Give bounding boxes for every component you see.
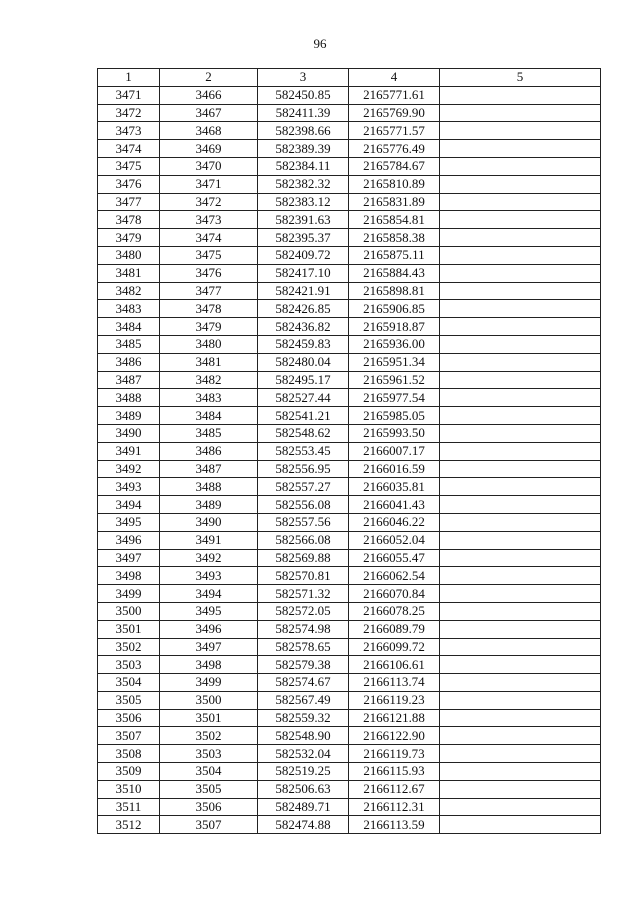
reference-number-cell: 3470	[160, 157, 258, 175]
notes-cell	[440, 745, 601, 763]
y-coordinate-cell: 2166062.54	[349, 567, 440, 585]
y-coordinate-cell: 2166121.88	[349, 709, 440, 727]
point-number-cell: 3510	[98, 780, 160, 798]
reference-number-cell: 3500	[160, 691, 258, 709]
reference-number-cell: 3504	[160, 763, 258, 781]
y-coordinate-cell: 2165936.00	[349, 335, 440, 353]
table-row	[98, 264, 601, 282]
notes-cell	[440, 585, 601, 603]
point-number-cell: 3472	[98, 104, 160, 122]
reference-number-cell: 3492	[160, 549, 258, 567]
table-row	[98, 353, 601, 371]
reference-number-cell: 3507	[160, 816, 258, 834]
x-coordinate-cell: 582527.44	[258, 389, 349, 407]
y-coordinate-cell: 2166035.81	[349, 478, 440, 496]
y-coordinate-cell: 2166016.59	[349, 460, 440, 478]
notes-cell	[440, 727, 601, 745]
x-coordinate-cell: 582391.63	[258, 211, 349, 229]
table-row	[98, 318, 601, 336]
notes-cell	[440, 442, 601, 460]
y-coordinate-cell: 2165810.89	[349, 175, 440, 193]
notes-cell	[440, 549, 601, 567]
notes-cell	[440, 638, 601, 656]
x-coordinate-cell: 582574.98	[258, 620, 349, 638]
point-number-cell: 3491	[98, 442, 160, 460]
notes-cell	[440, 674, 601, 692]
point-number-cell: 3490	[98, 424, 160, 442]
y-coordinate-cell: 2165906.85	[349, 300, 440, 318]
column-header-1: 1	[98, 69, 160, 87]
table-body	[98, 86, 601, 833]
table-row	[98, 691, 601, 709]
reference-number-cell: 3467	[160, 104, 258, 122]
table-row	[98, 585, 601, 603]
notes-cell	[440, 86, 601, 104]
x-coordinate-cell: 582411.39	[258, 104, 349, 122]
table-row	[98, 335, 601, 353]
y-coordinate-cell: 2166113.59	[349, 816, 440, 834]
y-coordinate-cell: 2165776.49	[349, 140, 440, 158]
notes-cell	[440, 353, 601, 371]
table-row	[98, 656, 601, 674]
notes-cell	[440, 709, 601, 727]
notes-cell	[440, 656, 601, 674]
reference-number-cell: 3502	[160, 727, 258, 745]
y-coordinate-cell: 2165898.81	[349, 282, 440, 300]
x-coordinate-cell: 582384.11	[258, 157, 349, 175]
reference-number-cell: 3482	[160, 371, 258, 389]
y-coordinate-cell: 2166112.67	[349, 780, 440, 798]
notes-cell	[440, 780, 601, 798]
x-coordinate-cell: 582566.08	[258, 531, 349, 549]
reference-number-cell: 3491	[160, 531, 258, 549]
column-header-2: 2	[160, 69, 258, 87]
table-row	[98, 620, 601, 638]
table-row	[98, 371, 601, 389]
table-row	[98, 407, 601, 425]
y-coordinate-cell: 2166099.72	[349, 638, 440, 656]
notes-cell	[440, 229, 601, 247]
notes-cell	[440, 602, 601, 620]
notes-cell	[440, 318, 601, 336]
point-number-cell: 3476	[98, 175, 160, 193]
reference-number-cell: 3497	[160, 638, 258, 656]
notes-cell	[440, 798, 601, 816]
notes-cell	[440, 157, 601, 175]
table-row	[98, 300, 601, 318]
point-number-cell: 3492	[98, 460, 160, 478]
reference-number-cell: 3479	[160, 318, 258, 336]
point-number-cell: 3480	[98, 246, 160, 264]
y-coordinate-cell: 2165875.11	[349, 246, 440, 264]
y-coordinate-cell: 2165784.67	[349, 157, 440, 175]
y-coordinate-cell: 2166113.74	[349, 674, 440, 692]
point-number-cell: 3485	[98, 335, 160, 353]
table-row	[98, 780, 601, 798]
x-coordinate-cell: 582417.10	[258, 264, 349, 282]
x-coordinate-cell: 582548.62	[258, 424, 349, 442]
point-number-cell: 3483	[98, 300, 160, 318]
notes-cell	[440, 816, 601, 834]
notes-cell	[440, 246, 601, 264]
y-coordinate-cell: 2165985.05	[349, 407, 440, 425]
x-coordinate-cell: 582459.83	[258, 335, 349, 353]
reference-number-cell: 3501	[160, 709, 258, 727]
notes-cell	[440, 140, 601, 158]
point-number-cell: 3493	[98, 478, 160, 496]
y-coordinate-cell: 2166078.25	[349, 602, 440, 620]
notes-cell	[440, 460, 601, 478]
point-number-cell: 3487	[98, 371, 160, 389]
point-number-cell: 3500	[98, 602, 160, 620]
reference-number-cell: 3489	[160, 496, 258, 514]
x-coordinate-cell: 582480.04	[258, 353, 349, 371]
x-coordinate-cell: 582495.17	[258, 371, 349, 389]
table-row	[98, 460, 601, 478]
reference-number-cell: 3473	[160, 211, 258, 229]
table-row	[98, 442, 601, 460]
y-coordinate-cell: 2165977.54	[349, 389, 440, 407]
reference-number-cell: 3499	[160, 674, 258, 692]
notes-cell	[440, 175, 601, 193]
point-number-cell: 3506	[98, 709, 160, 727]
table-row	[98, 727, 601, 745]
y-coordinate-cell: 2165769.90	[349, 104, 440, 122]
x-coordinate-cell: 582556.95	[258, 460, 349, 478]
reference-number-cell: 3488	[160, 478, 258, 496]
notes-cell	[440, 335, 601, 353]
x-coordinate-cell: 582426.85	[258, 300, 349, 318]
table-row	[98, 246, 601, 264]
point-number-cell: 3481	[98, 264, 160, 282]
point-number-cell: 3473	[98, 122, 160, 140]
y-coordinate-cell: 2166052.04	[349, 531, 440, 549]
reference-number-cell: 3493	[160, 567, 258, 585]
table-row	[98, 763, 601, 781]
reference-number-cell: 3505	[160, 780, 258, 798]
reference-number-cell: 3485	[160, 424, 258, 442]
x-coordinate-cell: 582532.04	[258, 745, 349, 763]
x-coordinate-cell: 582567.49	[258, 691, 349, 709]
notes-cell	[440, 104, 601, 122]
y-coordinate-cell: 2165993.50	[349, 424, 440, 442]
table-row	[98, 86, 601, 104]
table-row	[98, 513, 601, 531]
table-row	[98, 567, 601, 585]
x-coordinate-cell: 582559.32	[258, 709, 349, 727]
y-coordinate-cell: 2166089.79	[349, 620, 440, 638]
notes-cell	[440, 193, 601, 211]
reference-number-cell: 3475	[160, 246, 258, 264]
reference-number-cell: 3481	[160, 353, 258, 371]
x-coordinate-cell: 582395.37	[258, 229, 349, 247]
y-coordinate-cell: 2165771.61	[349, 86, 440, 104]
table-row	[98, 531, 601, 549]
y-coordinate-cell: 2166041.43	[349, 496, 440, 514]
y-coordinate-cell: 2166055.47	[349, 549, 440, 567]
reference-number-cell: 3476	[160, 264, 258, 282]
point-number-cell: 3486	[98, 353, 160, 371]
point-number-cell: 3498	[98, 567, 160, 585]
notes-cell	[440, 620, 601, 638]
x-coordinate-cell: 582553.45	[258, 442, 349, 460]
page-number: 96	[313, 36, 327, 51]
reference-number-cell: 3506	[160, 798, 258, 816]
point-number-cell: 3501	[98, 620, 160, 638]
table-row	[98, 389, 601, 407]
table-row	[98, 175, 601, 193]
y-coordinate-cell: 2165951.34	[349, 353, 440, 371]
notes-cell	[440, 478, 601, 496]
x-coordinate-cell: 582548.90	[258, 727, 349, 745]
reference-number-cell: 3468	[160, 122, 258, 140]
notes-cell	[440, 763, 601, 781]
y-coordinate-cell: 2165858.38	[349, 229, 440, 247]
x-coordinate-cell: 582570.81	[258, 567, 349, 585]
table-row	[98, 104, 601, 122]
y-coordinate-cell: 2166115.93	[349, 763, 440, 781]
notes-cell	[440, 371, 601, 389]
point-number-cell: 3494	[98, 496, 160, 514]
x-coordinate-cell: 582489.71	[258, 798, 349, 816]
point-number-cell: 3511	[98, 798, 160, 816]
point-number-cell: 3475	[98, 157, 160, 175]
y-coordinate-cell: 2166046.22	[349, 513, 440, 531]
x-coordinate-cell: 582382.32	[258, 175, 349, 193]
reference-number-cell: 3466	[160, 86, 258, 104]
notes-cell	[440, 513, 601, 531]
table-row	[98, 122, 601, 140]
point-number-cell: 3495	[98, 513, 160, 531]
notes-cell	[440, 407, 601, 425]
table-row	[98, 496, 601, 514]
point-number-cell: 3497	[98, 549, 160, 567]
reference-number-cell: 3484	[160, 407, 258, 425]
reference-number-cell: 3471	[160, 175, 258, 193]
point-number-cell: 3505	[98, 691, 160, 709]
column-header-4: 4	[349, 69, 440, 87]
table-row	[98, 602, 601, 620]
x-coordinate-cell: 582569.88	[258, 549, 349, 567]
x-coordinate-cell: 582574.67	[258, 674, 349, 692]
reference-number-cell: 3480	[160, 335, 258, 353]
table-row	[98, 549, 601, 567]
x-coordinate-cell: 582389.39	[258, 140, 349, 158]
point-number-cell: 3478	[98, 211, 160, 229]
notes-cell	[440, 424, 601, 442]
point-number-cell: 3508	[98, 745, 160, 763]
reference-number-cell: 3496	[160, 620, 258, 638]
table-row	[98, 745, 601, 763]
y-coordinate-cell: 2166106.61	[349, 656, 440, 674]
y-coordinate-cell: 2166119.73	[349, 745, 440, 763]
y-coordinate-cell: 2165961.52	[349, 371, 440, 389]
header-row	[98, 69, 601, 87]
y-coordinate-cell: 2166070.84	[349, 585, 440, 603]
notes-cell	[440, 389, 601, 407]
point-number-cell: 3507	[98, 727, 160, 745]
x-coordinate-cell: 582541.21	[258, 407, 349, 425]
x-coordinate-cell: 582519.25	[258, 763, 349, 781]
reference-number-cell: 3486	[160, 442, 258, 460]
point-number-cell: 3474	[98, 140, 160, 158]
point-number-cell: 3512	[98, 816, 160, 834]
x-coordinate-cell: 582398.66	[258, 122, 349, 140]
reference-number-cell: 3494	[160, 585, 258, 603]
table-row	[98, 709, 601, 727]
reference-number-cell: 3483	[160, 389, 258, 407]
point-number-cell: 3509	[98, 763, 160, 781]
table-row	[98, 816, 601, 834]
y-coordinate-cell: 2165771.57	[349, 122, 440, 140]
y-coordinate-cell: 2166122.90	[349, 727, 440, 745]
table-row	[98, 424, 601, 442]
notes-cell	[440, 282, 601, 300]
point-number-cell: 3484	[98, 318, 160, 336]
x-coordinate-cell: 582474.88	[258, 816, 349, 834]
reference-number-cell: 3478	[160, 300, 258, 318]
column-header-3: 3	[258, 69, 349, 87]
x-coordinate-cell: 582436.82	[258, 318, 349, 336]
table-row	[98, 211, 601, 229]
x-coordinate-cell: 582557.56	[258, 513, 349, 531]
table-row	[98, 478, 601, 496]
reference-number-cell: 3498	[160, 656, 258, 674]
point-number-cell: 3499	[98, 585, 160, 603]
table-row	[98, 229, 601, 247]
reference-number-cell: 3472	[160, 193, 258, 211]
point-number-cell: 3496	[98, 531, 160, 549]
notes-cell	[440, 496, 601, 514]
reference-number-cell: 3477	[160, 282, 258, 300]
y-coordinate-cell: 2165854.81	[349, 211, 440, 229]
table-row	[98, 674, 601, 692]
reference-number-cell: 3503	[160, 745, 258, 763]
notes-cell	[440, 531, 601, 549]
point-number-cell: 3504	[98, 674, 160, 692]
y-coordinate-cell: 2166112.31	[349, 798, 440, 816]
notes-cell	[440, 264, 601, 282]
table-row	[98, 282, 601, 300]
y-coordinate-cell: 2165884.43	[349, 264, 440, 282]
table-row	[98, 638, 601, 656]
point-number-cell: 3502	[98, 638, 160, 656]
point-number-cell: 3482	[98, 282, 160, 300]
table-row	[98, 157, 601, 175]
table-row	[98, 193, 601, 211]
y-coordinate-cell: 2166007.17	[349, 442, 440, 460]
y-coordinate-cell: 2165918.87	[349, 318, 440, 336]
reference-number-cell: 3495	[160, 602, 258, 620]
notes-cell	[440, 300, 601, 318]
x-coordinate-cell: 582383.12	[258, 193, 349, 211]
point-number-cell: 3489	[98, 407, 160, 425]
reference-number-cell: 3474	[160, 229, 258, 247]
point-number-cell: 3479	[98, 229, 160, 247]
coordinates-table	[97, 68, 601, 834]
point-number-cell: 3471	[98, 86, 160, 104]
table-header	[98, 69, 601, 87]
point-number-cell: 3477	[98, 193, 160, 211]
x-coordinate-cell: 582578.65	[258, 638, 349, 656]
table-row	[98, 140, 601, 158]
x-coordinate-cell: 582450.85	[258, 86, 349, 104]
notes-cell	[440, 691, 601, 709]
x-coordinate-cell: 582571.32	[258, 585, 349, 603]
x-coordinate-cell: 582506.63	[258, 780, 349, 798]
reference-number-cell: 3469	[160, 140, 258, 158]
y-coordinate-cell: 2165831.89	[349, 193, 440, 211]
x-coordinate-cell: 582556.08	[258, 496, 349, 514]
notes-cell	[440, 211, 601, 229]
x-coordinate-cell: 582409.72	[258, 246, 349, 264]
reference-number-cell: 3487	[160, 460, 258, 478]
y-coordinate-cell: 2166119.23	[349, 691, 440, 709]
point-number-cell: 3488	[98, 389, 160, 407]
notes-cell	[440, 122, 601, 140]
notes-cell	[440, 567, 601, 585]
table-row	[98, 798, 601, 816]
reference-number-cell: 3490	[160, 513, 258, 531]
x-coordinate-cell: 582572.05	[258, 602, 349, 620]
x-coordinate-cell: 582557.27	[258, 478, 349, 496]
column-header-5: 5	[440, 69, 601, 87]
x-coordinate-cell: 582421.91	[258, 282, 349, 300]
point-number-cell: 3503	[98, 656, 160, 674]
x-coordinate-cell: 582579.38	[258, 656, 349, 674]
